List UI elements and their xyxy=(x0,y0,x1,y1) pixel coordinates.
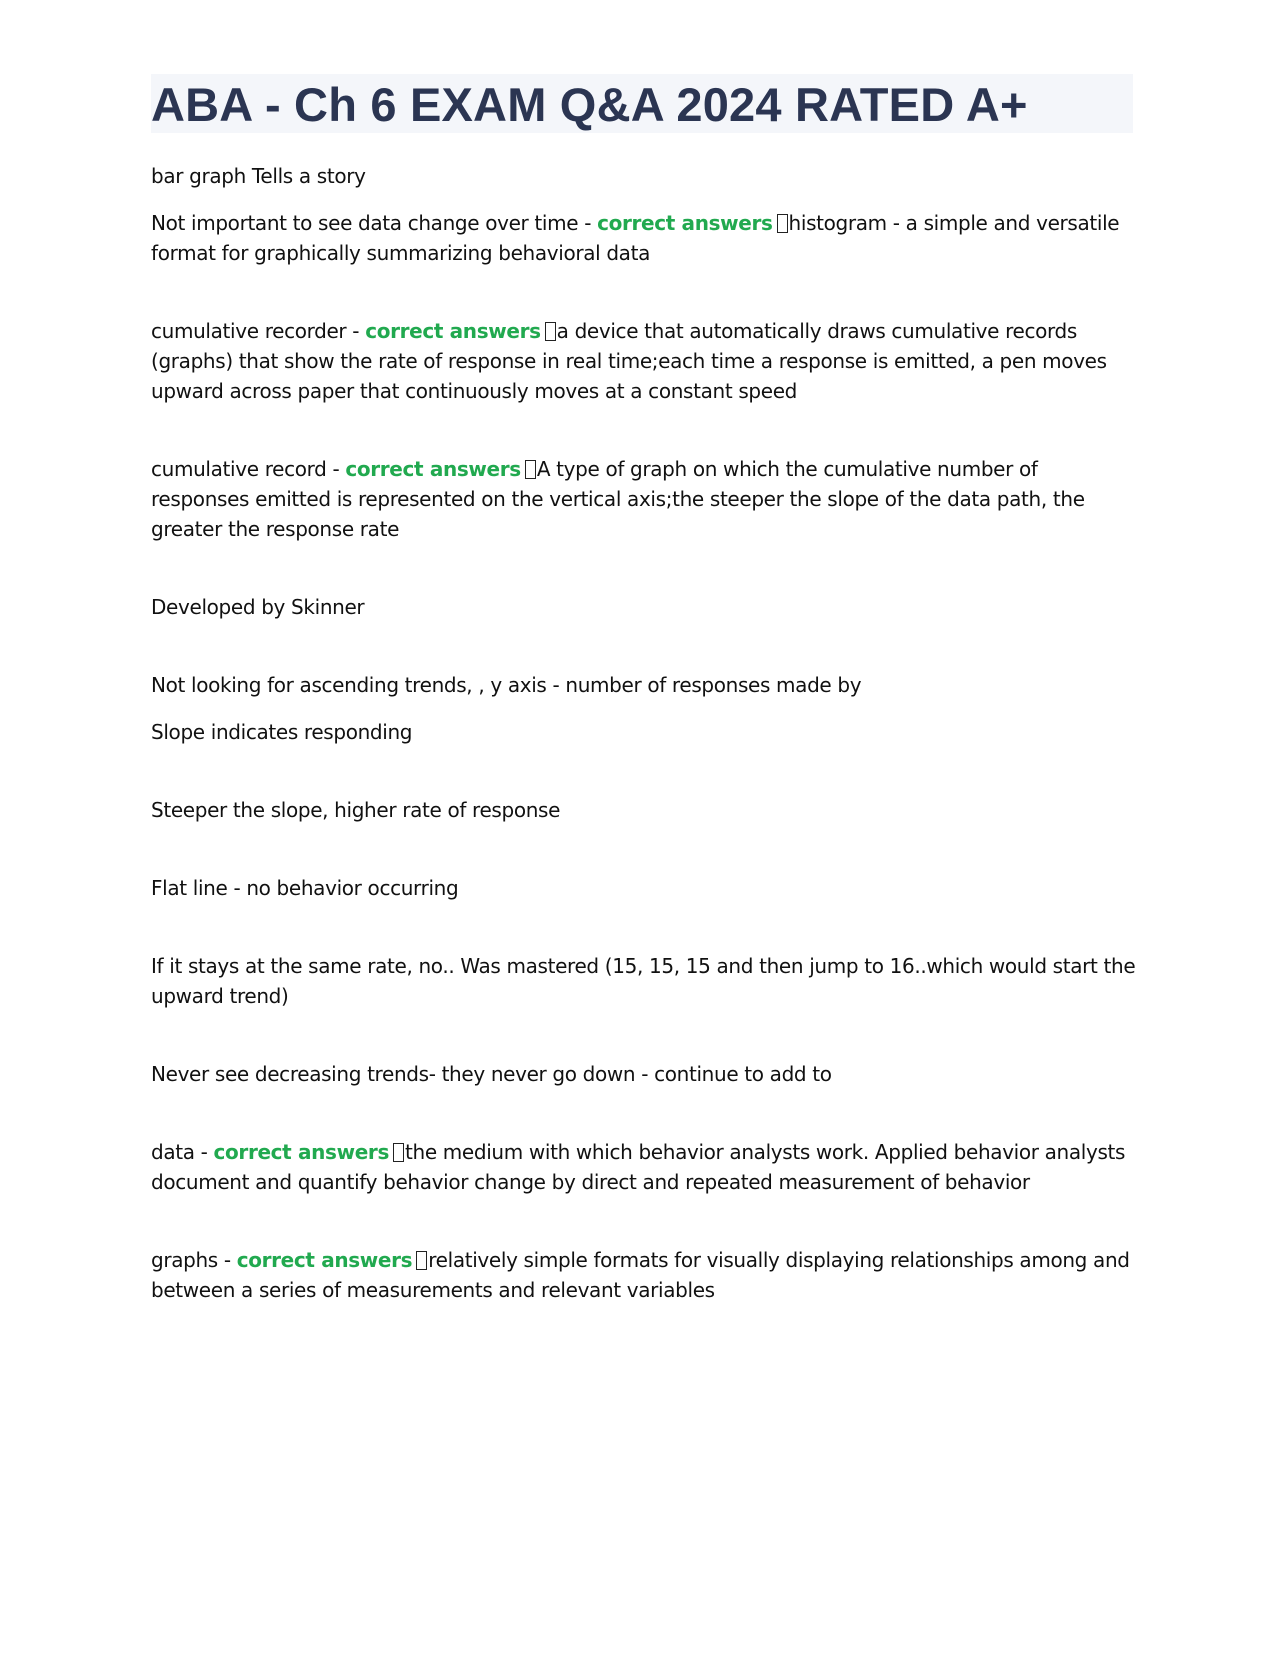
missing-glyph-box-icon xyxy=(393,1143,404,1162)
text-paragraph xyxy=(151,1059,1136,1089)
text-paragraph xyxy=(151,873,1136,903)
answer-label: correct answers xyxy=(236,1248,413,1272)
text-paragraph xyxy=(151,670,1136,700)
paragraph-text: Never see decreasing trends- they never go down - continue to add to xyxy=(151,1062,832,1086)
entry-definition: relatively simple formats for visually displaying relationships among and between a series of measurements and relevant variables xyxy=(151,1248,1130,1302)
entry-term: Not important to see data change over time - xyxy=(151,211,598,235)
qa-entry xyxy=(151,1137,1136,1197)
entry-term: cumulative record - xyxy=(151,457,346,481)
paragraph-text: Slope indicates responding xyxy=(151,720,413,744)
missing-glyph-box-icon xyxy=(525,460,536,479)
paragraph-text: bar graph Tells a story xyxy=(151,164,366,188)
entry-definition: histogram - a simple and versatile format for graphically summarizing behavioral data xyxy=(151,211,1120,265)
answer-label: correct answers xyxy=(597,211,773,235)
entry-definition: a device that automatically draws cumulative records (graphs) that show the rate of response in real time;each time a response is emitted, a pen moves upward across paper that continuously moves at a constant speed xyxy=(151,319,1107,403)
missing-glyph-box-icon xyxy=(545,322,556,341)
document-title: ABA - Ch 6 EXAM Q&A 2024 RATED A+ xyxy=(151,78,1028,131)
entry-term: data - xyxy=(151,1140,214,1164)
title-banner xyxy=(151,74,1133,133)
paragraph-text: Steeper the slope, higher rate of response xyxy=(151,798,561,822)
text-paragraph xyxy=(151,717,1136,747)
qa-entry xyxy=(151,1245,1136,1305)
entry-term: cumulative recorder - xyxy=(151,319,366,343)
text-paragraph xyxy=(151,951,1136,1011)
text-paragraph xyxy=(151,592,1136,622)
paragraph-text: If it stays at the same rate, no.. Was mastered (15, 15, 15 and then jump to 16..which would start the upward trend) xyxy=(151,954,1136,1008)
qa-entry xyxy=(151,454,1136,544)
answer-label: correct answers xyxy=(345,457,521,481)
paragraph-text: Flat line - no behavior occurring xyxy=(151,876,459,900)
missing-glyph-box-icon xyxy=(416,1251,427,1270)
entry-definition: A type of graph on which the cumulative number of responses emitted is represented on the vertical axis;the steeper the slope of the data path, the greater the response rate xyxy=(151,457,1085,541)
qa-entry xyxy=(151,208,1136,268)
entry-term: graphs - xyxy=(151,1248,237,1272)
document-page xyxy=(151,74,1136,1322)
text-paragraph xyxy=(151,795,1136,825)
text-paragraph xyxy=(151,161,1136,191)
paragraph-text: Not looking for ascending trends, , y axis - number of responses made by xyxy=(151,673,862,697)
entry-definition: the medium with which behavior analysts work. Applied behavior analysts document and quantify behavior change by direct and repeated measurement of behavior xyxy=(151,1140,1126,1194)
missing-glyph-box-icon xyxy=(777,214,788,233)
qa-entry xyxy=(151,316,1136,406)
answer-label: correct answers xyxy=(365,319,541,343)
paragraph-text: Developed by Skinner xyxy=(151,595,365,619)
answer-label: correct answers xyxy=(213,1140,389,1164)
